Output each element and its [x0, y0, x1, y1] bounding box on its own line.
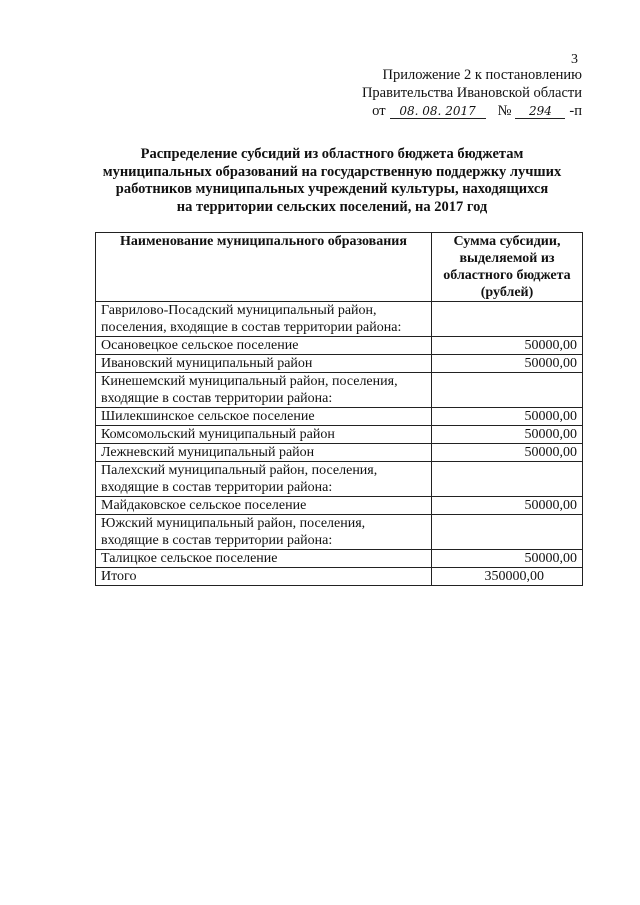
- row-name: Палехский муниципальный район, поселения, входящие в состав территории района:: [96, 462, 432, 497]
- table-row: [96, 426, 583, 444]
- resolution-reference: [322, 102, 582, 120]
- title-line-1: Распределение субсидий из областного бюджета бюджетам: [140, 146, 524, 162]
- table-row: [96, 462, 583, 497]
- row-name: Гаврилово-Посадский муниципальный район, поселения, входящие в состав территории района:: [96, 302, 432, 337]
- row-name: Талицкое сельское поселение: [96, 550, 432, 568]
- number-label: №: [497, 103, 512, 119]
- row-name: Кинешемский муниципальный район, поселения, входящие в состав территории района:: [96, 373, 432, 408]
- total-amount: 350000,00: [432, 568, 583, 586]
- row-amount: 50000,00: [432, 355, 583, 373]
- row-amount: [432, 302, 583, 337]
- row-amount: 50000,00: [432, 497, 583, 515]
- row-amount: 50000,00: [432, 550, 583, 568]
- title-line-2: муниципальных образований на государственную поддержку лучших: [102, 163, 562, 180]
- table-row: [96, 355, 583, 373]
- subsidy-table: [95, 232, 583, 586]
- appendix-header: [322, 66, 582, 120]
- row-amount: [432, 373, 583, 408]
- row-amount: 50000,00: [432, 444, 583, 462]
- row-name: Шилекшинское сельское поселение: [96, 408, 432, 426]
- row-amount: 50000,00: [432, 408, 583, 426]
- column-header-municipality: Наименование муниципального образования: [96, 233, 432, 302]
- document-title: [92, 146, 572, 216]
- row-name: Лежневский муниципальный район: [96, 444, 432, 462]
- row-name: Осановецкое сельское поселение: [96, 337, 432, 355]
- resolution-date: 08. 08. 2017: [390, 104, 486, 119]
- total-row: [96, 568, 583, 586]
- row-amount: [432, 515, 583, 550]
- table-row: [96, 497, 583, 515]
- table-row: [96, 550, 583, 568]
- number-suffix: -п: [569, 103, 582, 119]
- table-row: [96, 408, 583, 426]
- table-row: [96, 302, 583, 337]
- from-label: от: [372, 103, 386, 119]
- title-line-4: на территории сельских поселений, на 2017 год: [176, 198, 488, 215]
- title-line-3: работников муниципальных учреждений культуры, находящихся: [115, 181, 549, 197]
- row-name: Южский муниципальный район, поселения, входящие в состав территории района:: [96, 515, 432, 550]
- row-amount: 50000,00: [432, 426, 583, 444]
- row-name: Комсомольский муниципальный район: [96, 426, 432, 444]
- page-number: 3: [571, 52, 578, 67]
- resolution-number: 294: [515, 104, 565, 119]
- row-name: Майдаковское сельское поселение: [96, 497, 432, 515]
- row-amount: [432, 462, 583, 497]
- appendix-line-1: Приложение 2 к постановлению: [382, 67, 582, 83]
- row-name: Ивановский муниципальный район: [96, 355, 432, 373]
- total-label: Итого: [96, 568, 432, 586]
- table-row: [96, 373, 583, 408]
- row-amount: 50000,00: [432, 337, 583, 355]
- table-header-row: [96, 233, 583, 302]
- column-header-subsidy-amount: Сумма субсидии, выделяемой из областного бюджета (рублей): [432, 233, 583, 302]
- table-row: [96, 337, 583, 355]
- appendix-line-2: Правительства Ивановской области: [361, 85, 582, 101]
- table-row: [96, 515, 583, 550]
- table-row: [96, 444, 583, 462]
